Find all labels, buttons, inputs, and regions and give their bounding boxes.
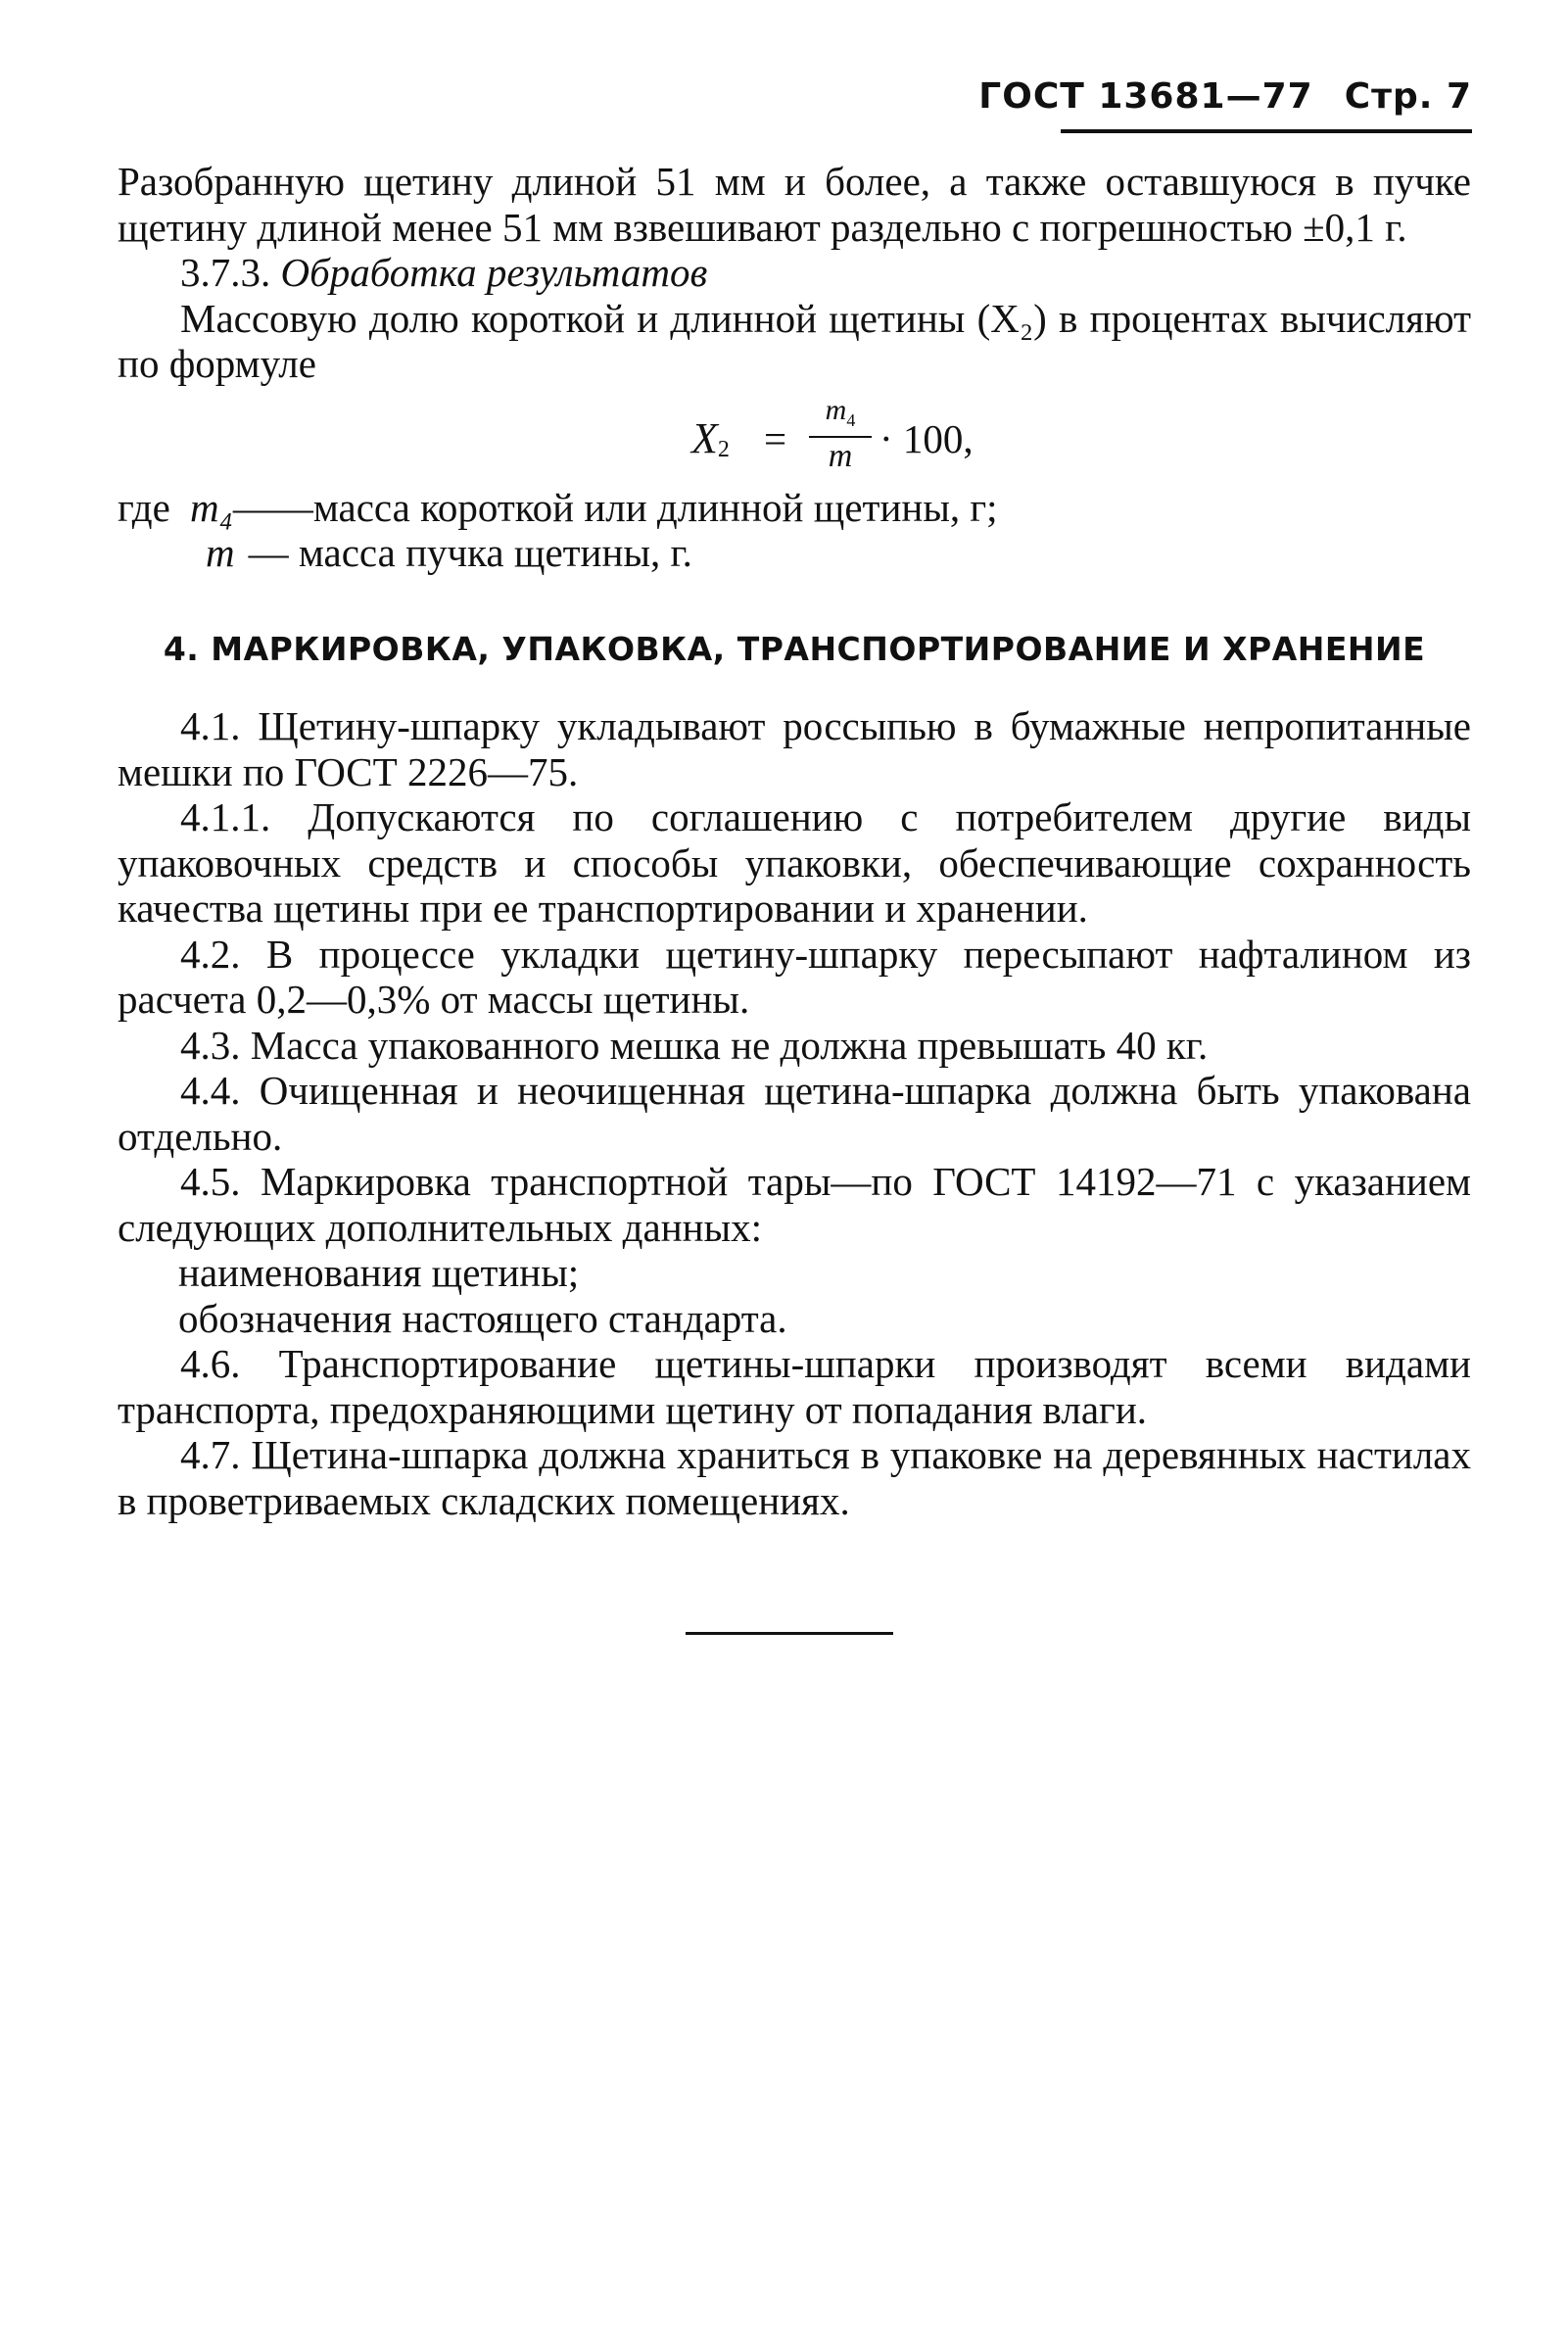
item-4-4: 4.4. Очищенная и неочищенная щетина-шпарка должна быть упакована отдельно. <box>118 1068 1471 1159</box>
subsection-heading <box>118 250 1471 296</box>
item-4-6: 4.6. Транспортирование щетины-шпарки производят всеми видами транспорта, предохраняющими щетину от попадания влаги. <box>118 1341 1471 1432</box>
item-4-1-1: 4.1.1. Допускаются по соглашению с потребителем другие виды упаковочных средств и способы упаковки, обеспечивающие сохранность качества щетины при ее транспортировании и хранении. <box>118 794 1471 931</box>
marking-list-item: обозначения настоящего стандарта. <box>178 1295 787 1341</box>
formula-fraction <box>809 395 872 475</box>
formula-multiplier: · 100, <box>879 415 974 461</box>
formula-lhs: $X_2$ <box>691 413 730 462</box>
page-header <box>978 76 1472 117</box>
section-heading: 4. МАРКИРОВКА, УПАКОВКА, ТРАНСПОРТИРОВАНИЕ И ХРАНЕНИЕ <box>163 629 1426 668</box>
intro-paragraph: Разобранную щетину длиной 51 мм и более, а также оставшуюся в пучке щетину длиной менее 51 мм взвешивают раздельно с погрешностью ±0,1 г. <box>118 159 1471 250</box>
calc-paragraph: Массовую долю короткой и длинной щетины (X₂) в процентах вычисляют по формуле <box>118 295 1471 386</box>
definition-row: где m₄ ——масса короткой или длинной щетины, г; <box>118 484 998 530</box>
formula-numerator: $m_4$ <box>809 395 872 438</box>
page-number: Стр. 7 <box>1344 76 1472 117</box>
formula-definitions <box>118 485 1471 576</box>
definition-row: m — масса пучка щетины, г. <box>206 530 692 575</box>
marking-list-item: наименования щетины; <box>178 1250 580 1295</box>
formula-denominator: m <box>828 437 853 474</box>
item-4-2: 4.2. В процессе укладки щетину-шпарку пересыпают нафталином из расчета 0,2—0,3% от массы щетины. <box>118 931 1471 1022</box>
item-4-1: 4.1. Щетину-шпарку укладывают россыпью в бумажные непропитанные мешки по ГОСТ 2226—75. <box>118 703 1471 794</box>
item-4-5: 4.5. Маркировка транспортной тары—по ГОСТ 14192—71 с указанием следующих дополнительных данных: <box>118 1159 1471 1250</box>
end-rule <box>686 1632 893 1635</box>
subsection-title: Обработка результатов <box>280 250 708 295</box>
item-4-7: 4.7. Щетина-шпарка должна храниться в упаковке на деревянных настилах в проветриваемых складских помещениях. <box>118 1432 1471 1523</box>
header-rule <box>1061 129 1472 133</box>
item-4-3: 4.3. Масса упакованного мешка не должна превышать 40 кг. <box>180 1022 1209 1068</box>
formula <box>118 395 1471 485</box>
formula-equals: = <box>764 415 787 461</box>
document-code: ГОСТ 13681—77 <box>978 76 1313 117</box>
document-body <box>118 159 1471 1523</box>
subsection-number: 3.7.3. <box>180 250 271 295</box>
